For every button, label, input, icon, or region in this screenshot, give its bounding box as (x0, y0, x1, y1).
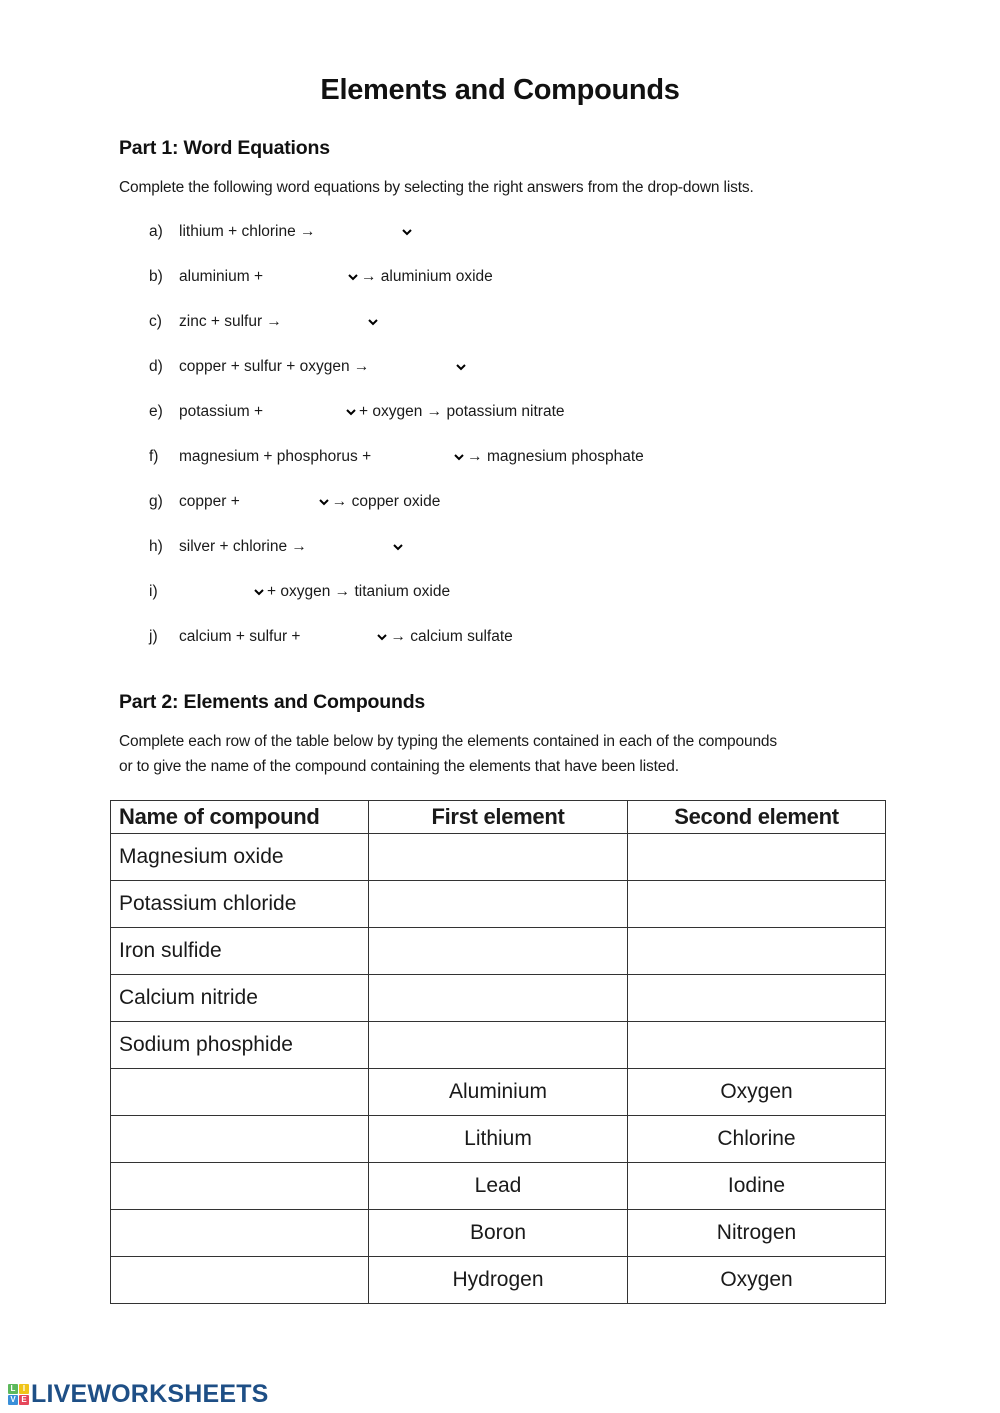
first-element-cell: Lead (369, 1163, 628, 1210)
compound-name-input-cell[interactable] (111, 1163, 369, 1210)
equation-label: d) (149, 358, 163, 375)
equation-text-after: → aluminium oxide (361, 268, 493, 285)
second-element-input[interactable] (636, 836, 881, 878)
header-first-element: First element (369, 801, 628, 834)
second-element-cell: Oxygen (628, 1257, 886, 1304)
header-name-of-compound: Name of compound (111, 801, 369, 834)
first-element-input[interactable] (377, 930, 623, 972)
equation-text: lithium + chlorine → (179, 223, 316, 240)
second-element-input[interactable] (636, 883, 881, 925)
equation-text: potassium + (179, 403, 264, 420)
part1-heading: Part 1: Word Equations (119, 137, 330, 159)
first-element-input-cell[interactable] (369, 975, 628, 1022)
equation-label: g) (149, 493, 163, 510)
equation-text-after: → calcium sulfate (390, 628, 513, 645)
logo-square-e: E (19, 1395, 29, 1405)
second-element-input-cell[interactable] (628, 881, 886, 928)
compound-name-input-cell[interactable] (111, 1116, 369, 1163)
answer-dropdown-h[interactable] (311, 538, 406, 556)
answer-dropdown-j[interactable] (300, 628, 390, 646)
part2-instruction-line2: or to give the name of the compound containing the elements that have been listed. (119, 758, 679, 775)
table-row (111, 881, 886, 928)
first-element-input[interactable] (377, 977, 623, 1019)
first-element-cell: Lithium (369, 1116, 628, 1163)
table-row (111, 928, 886, 975)
second-element-cell: Chlorine (628, 1116, 886, 1163)
second-element-input-cell[interactable] (628, 1022, 886, 1069)
equation-label: f) (149, 448, 159, 465)
logo-square-v: V (8, 1395, 18, 1405)
equation-label: e) (149, 403, 163, 420)
compound-name-cell: Calcium nitride (111, 975, 369, 1022)
header-second-element: Second element (628, 801, 886, 834)
second-element-input[interactable] (636, 977, 881, 1019)
second-element-input[interactable] (636, 930, 881, 972)
answer-dropdown-c[interactable] (286, 313, 381, 331)
second-element-cell: Iodine (628, 1163, 886, 1210)
compound-name-input[interactable] (119, 1071, 364, 1113)
compounds-table (110, 800, 886, 1304)
compound-name-cell: Iron sulfide (111, 928, 369, 975)
part1-instruction: Complete the following word equations by selecting the right answers from the drop-down lists. (119, 179, 754, 196)
answer-dropdown-b[interactable] (263, 268, 361, 286)
answer-dropdown-a[interactable] (320, 223, 415, 241)
first-element-cell: Hydrogen (369, 1257, 628, 1304)
second-element-input-cell[interactable] (628, 975, 886, 1022)
part2-heading: Part 2: Elements and Compounds (119, 691, 426, 713)
first-element-input-cell[interactable] (369, 1022, 628, 1069)
second-element-cell: Nitrogen (628, 1210, 886, 1257)
equation-text: aluminium + (179, 268, 263, 285)
equation-text: magnesium + phosphorus + (179, 448, 372, 465)
second-element-cell: Oxygen (628, 1069, 886, 1116)
first-element-input-cell[interactable] (369, 928, 628, 975)
second-element-input-cell[interactable] (628, 928, 886, 975)
equation-text-after: + oxygen → titanium oxide (267, 583, 451, 600)
equation-label: b) (149, 268, 163, 285)
table-row (111, 1210, 886, 1257)
equation-text-after: → copper oxide (331, 493, 441, 510)
equation-label: h) (149, 538, 163, 555)
first-element-cell: Boron (369, 1210, 628, 1257)
equation-text: silver + chlorine → (179, 538, 307, 555)
answer-dropdown-e[interactable] (263, 403, 359, 421)
part2-instruction-line1: Complete each row of the table below by typing the elements contained in each of the compounds (119, 733, 777, 750)
logo-text: LIVEWORKSHEETS (31, 1379, 269, 1408)
equation-text: zinc + sulfur → (179, 313, 282, 330)
equation-text: copper + (179, 493, 240, 510)
table-header-row (111, 801, 886, 834)
compound-name-input-cell[interactable] (111, 1069, 369, 1116)
liveworksheets-logo[interactable] (8, 1381, 269, 1407)
compound-name-cell: Sodium phosphide (111, 1022, 369, 1069)
compound-name-input[interactable] (119, 1118, 364, 1160)
first-element-input[interactable] (377, 836, 623, 878)
answer-dropdown-d[interactable] (374, 358, 469, 376)
table-row (111, 1069, 886, 1116)
equation-label: j) (149, 628, 158, 645)
first-element-input-cell[interactable] (369, 881, 628, 928)
second-element-input[interactable] (636, 1024, 881, 1066)
logo-square-l: L (8, 1384, 18, 1394)
logo-squares-icon (8, 1384, 29, 1405)
first-element-cell: Aluminium (369, 1069, 628, 1116)
equation-label: i) (149, 583, 158, 600)
answer-dropdown-f[interactable] (371, 448, 467, 466)
equation-text: copper + sulfur + oxygen → (179, 358, 370, 375)
compound-name-cell: Magnesium oxide (111, 834, 369, 881)
second-element-input-cell[interactable] (628, 834, 886, 881)
first-element-input[interactable] (377, 1024, 623, 1066)
table-row (111, 1116, 886, 1163)
compound-name-cell: Potassium chloride (111, 881, 369, 928)
answer-dropdown-i[interactable] (179, 583, 267, 601)
first-element-input-cell[interactable] (369, 834, 628, 881)
equation-text-after: → magnesium phosphate (467, 448, 644, 465)
compound-name-input-cell[interactable] (111, 1210, 369, 1257)
page-title: Elements and Compounds (320, 74, 680, 106)
equation-text: calcium + sulfur + (179, 628, 301, 645)
equation-text-after: + oxygen → potassium nitrate (359, 403, 565, 420)
compound-name-input[interactable] (119, 1165, 364, 1207)
answer-dropdown-g[interactable] (240, 493, 332, 511)
table-row (111, 834, 886, 881)
compound-name-input[interactable] (119, 1259, 364, 1301)
table-row (111, 1022, 886, 1069)
table-row (111, 975, 886, 1022)
first-element-input[interactable] (377, 883, 623, 925)
compound-name-input[interactable] (119, 1212, 364, 1254)
logo-square-i: I (19, 1384, 29, 1394)
equation-label: c) (149, 313, 162, 330)
table-row (111, 1257, 886, 1304)
equation-label: a) (149, 223, 163, 240)
compound-name-input-cell[interactable] (111, 1257, 369, 1304)
table-row (111, 1163, 886, 1210)
